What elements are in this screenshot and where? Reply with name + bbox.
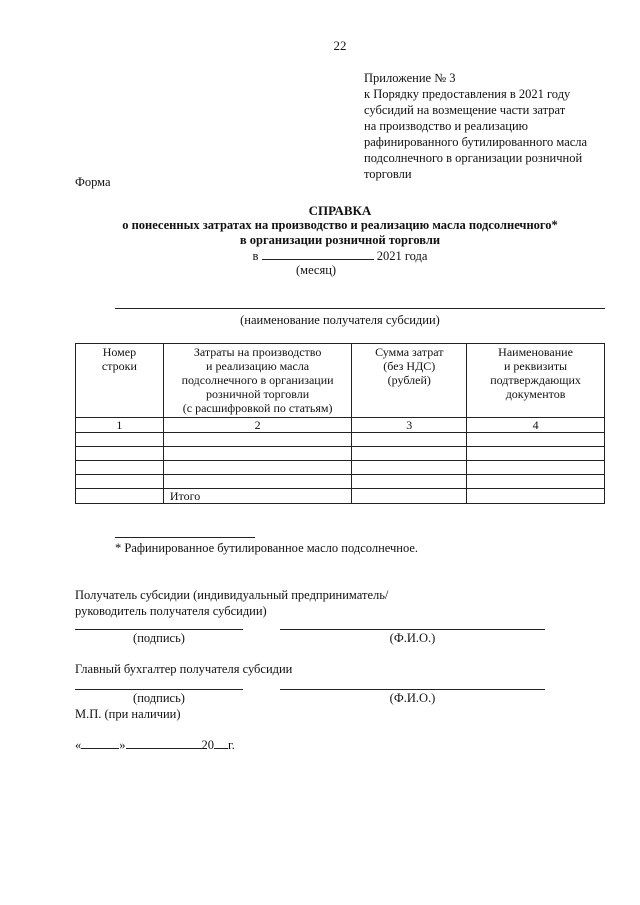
accountant-signature-caption: (подпись) (133, 691, 185, 705)
appendix-line: рафинированного бутилированного масла (364, 135, 588, 149)
table-cell[interactable] (352, 447, 467, 461)
table-cell[interactable] (467, 433, 605, 447)
header-row-number (76, 344, 164, 418)
header-line: Затраты на производство (193, 345, 322, 359)
table-row (76, 447, 605, 461)
footnote-separator (115, 537, 255, 538)
month-blank[interactable] (262, 249, 374, 260)
accountant-title: Главный бухгалтер получателя субсидии (75, 662, 293, 676)
date-year-prefix: 20 (201, 738, 214, 752)
table-row (76, 475, 605, 489)
column-number: 2 (163, 418, 352, 433)
header-documents (467, 344, 605, 418)
signer-signature-blank[interactable] (75, 629, 243, 630)
appendix-line: Приложение № 3 (364, 71, 456, 85)
signer-name-caption: (Ф.И.О.) (389, 631, 436, 645)
header-line: документов (505, 387, 566, 401)
table-cell[interactable] (76, 489, 164, 504)
subtitle-line: о понесенных затратах на производство и реализацию масла подсолнечного* (122, 218, 558, 232)
date-line (75, 738, 235, 753)
footnote: * Рафинированное бутилированное масло подсолнечное. (115, 541, 419, 555)
signer-title (75, 587, 388, 619)
form-label: Форма (75, 175, 111, 189)
appendix-line: к Порядку предоставления в 2021 году (364, 87, 571, 101)
signer-title-line: Получатель субсидии (индивидуальный предприниматель/ (75, 588, 389, 602)
header-line: Номер (102, 345, 137, 359)
page-number: 22 (333, 38, 347, 53)
document-subtitle (0, 218, 640, 248)
total-label: Итого (163, 489, 352, 504)
period-prefix: в (252, 249, 259, 263)
table-cell[interactable] (76, 433, 164, 447)
header-costs (163, 344, 352, 418)
period-line (0, 249, 640, 264)
accountant-signature-blank[interactable] (75, 689, 243, 690)
header-line: и реализацию масла (206, 359, 310, 373)
date-close-quote: » (119, 738, 126, 752)
table-cell[interactable] (467, 475, 605, 489)
table-cell[interactable] (352, 433, 467, 447)
table-cell[interactable] (163, 461, 352, 475)
date-month-blank[interactable] (126, 738, 202, 749)
header-line: Сумма затрат (375, 345, 444, 359)
column-number: 3 (352, 418, 467, 433)
header-line: (без НДС) (383, 359, 436, 373)
subtitle-line: в организации розничной торговли (239, 233, 441, 247)
table-row (76, 433, 605, 447)
signer-signature-caption: (подпись) (133, 631, 185, 645)
table-cell[interactable] (76, 461, 164, 475)
appendix-line: подсолнечного в организации розничной (364, 151, 583, 165)
appendix-line: торговли (364, 167, 412, 181)
column-number: 4 (467, 418, 605, 433)
accountant-name-caption: (Ф.И.О.) (389, 691, 436, 705)
stamp-note: М.П. (при наличии) (75, 707, 181, 721)
month-hint: (месяц) (296, 263, 337, 277)
table-cell[interactable] (163, 433, 352, 447)
table-cell[interactable] (76, 447, 164, 461)
recipient-name-blank[interactable] (115, 308, 605, 309)
header-line: и реквизиты (503, 359, 568, 373)
table-cell[interactable] (467, 447, 605, 461)
header-line: (рублей) (387, 373, 431, 387)
cost-table (75, 343, 605, 504)
table-cell[interactable] (467, 461, 605, 475)
date-open-quote: « (75, 738, 82, 752)
period-suffix: 2021 года (376, 249, 428, 263)
appendix-line: субсидий на возмещение части затрат (364, 103, 566, 117)
table-cell[interactable] (352, 461, 467, 475)
header-line: розничной торговли (206, 387, 310, 401)
header-line: подсолнечного в организации (181, 373, 334, 387)
accountant-name-blank[interactable] (280, 689, 545, 690)
header-line: Наименование (498, 345, 573, 359)
appendix-note (364, 70, 614, 182)
date-day-blank[interactable] (81, 738, 119, 749)
table-cell[interactable] (352, 475, 467, 489)
table-cell[interactable] (163, 475, 352, 489)
appendix-line: на производство и реализацию (364, 119, 529, 133)
header-line: (с расшифровкой по статьям) (182, 401, 333, 415)
date-year-suffix: г. (228, 738, 235, 752)
signer-name-blank[interactable] (280, 629, 545, 630)
header-amount (352, 344, 467, 418)
date-year-blank[interactable] (214, 738, 228, 749)
table-cell[interactable] (76, 475, 164, 489)
signer-title-line: руководитель получателя субсидии) (75, 604, 267, 618)
total-row (76, 489, 605, 504)
table-header-row (76, 344, 605, 418)
total-amount-cell[interactable] (352, 489, 467, 504)
header-line: строки (101, 359, 137, 373)
table-cell[interactable] (163, 447, 352, 461)
header-line: подтверждающих (490, 373, 581, 387)
column-number: 1 (76, 418, 164, 433)
column-number-row (76, 418, 605, 433)
table-cell[interactable] (467, 489, 605, 504)
document-title: СПРАВКА (308, 203, 372, 218)
recipient-hint: (наименование получателя субсидии) (240, 313, 440, 327)
table-row (76, 461, 605, 475)
